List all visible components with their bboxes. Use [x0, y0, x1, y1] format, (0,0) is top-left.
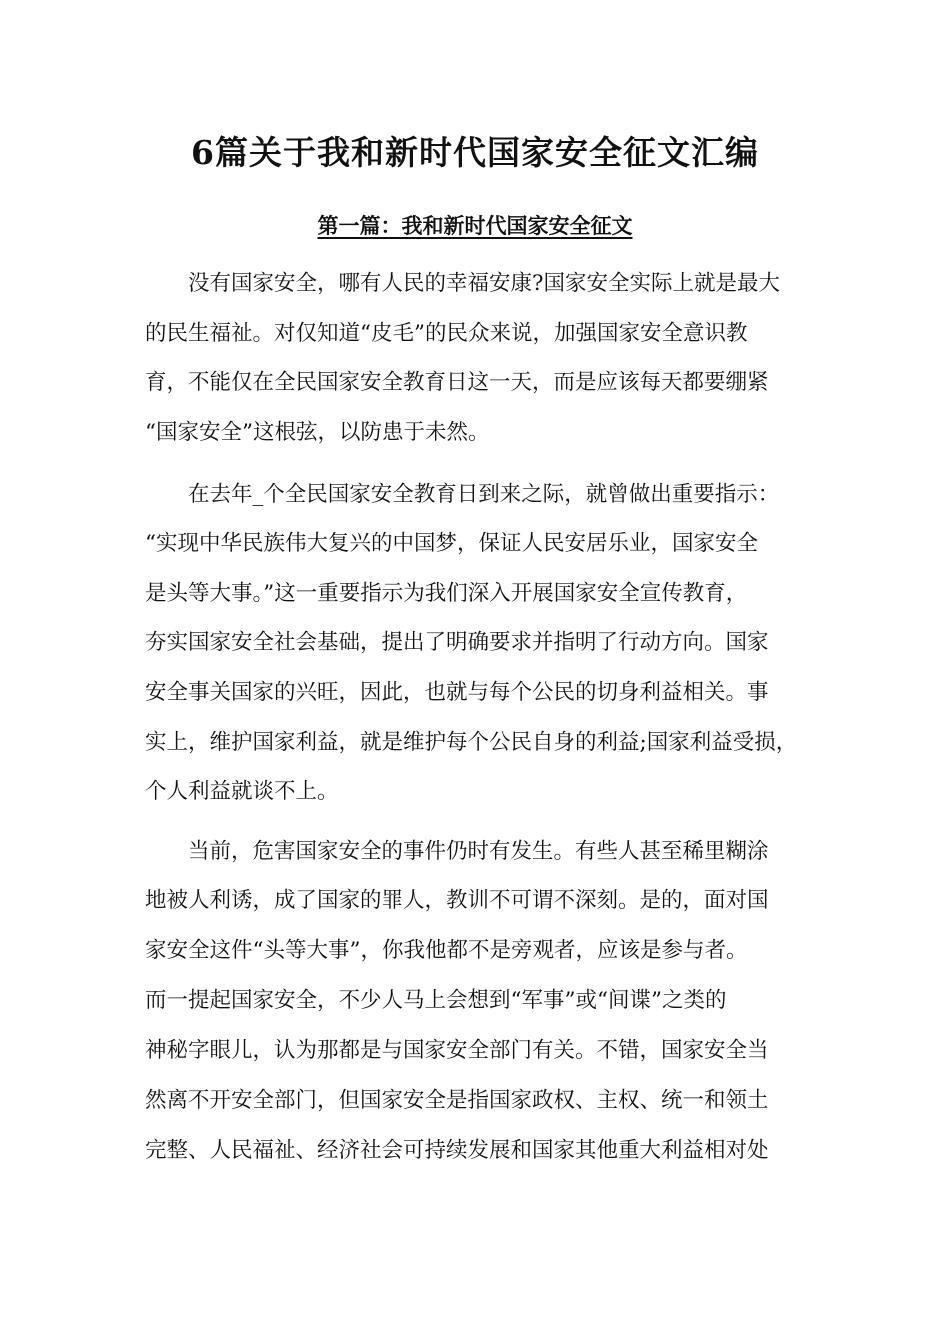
- document-title: 6篇关于我和新时代国家安全征文汇编: [191, 133, 759, 172]
- body-line: 的民生福祉。对仅知道“皮毛”的民众来说，加强国家安全意识教: [145, 321, 748, 346]
- body-line: 在去年_个全民国家安全教育日到来之际，就曾做出重要指示：: [145, 482, 780, 507]
- body-line: “国家安全”这根弦，以防患于未然。: [145, 420, 490, 445]
- body-line: 是头等大事。”这一重要指示为我们深入开展国家安全宣传教育，: [145, 581, 748, 606]
- body-line: 实上，维护国家利益，就是维护每个公民自身的利益;国家利益受损，: [145, 730, 798, 755]
- body-line: 夯实国家安全社会基础，提出了明确要求并指明了行动方向。国家: [145, 630, 769, 655]
- body-line: 当前，危害国家安全的事件仍时有发生。有些人甚至稀里糊涂: [145, 839, 769, 864]
- body-line: 家安全这件“头等大事”，你我他都不是旁观者，应该是参与者。: [145, 938, 748, 963]
- body-line: 没有国家安全，哪有人民的幸福安康?国家安全实际上就是最大: [145, 271, 781, 296]
- section-heading-text: 第一篇：我和新时代国家安全征文: [317, 213, 633, 238]
- body-line: 个人利益就谈不上。: [145, 779, 339, 804]
- body-line: 然离不开安全部门，但国家安全是指国家政权、主权、统一和领土: [145, 1088, 769, 1113]
- body-line: 地被人利诱，成了国家的罪人，教训不可谓不深刻。是的，面对国: [145, 888, 769, 913]
- body-line: 而一提起国家安全，不少人马上会想到“军事”或“间谍”之类的: [145, 988, 727, 1013]
- body-line: 完整、人民福祉、经济社会可持续发展和国家其他重大利益相对处: [145, 1138, 769, 1163]
- body-line: 安全事关国家的兴旺，因此，也就与每个公民的切身利益相关。事: [145, 680, 769, 705]
- section-heading: [0, 209, 950, 243]
- body-line: 神秘字眼儿，认为那都是与国家安全部门有关。不错，国家安全当: [145, 1038, 769, 1063]
- body-line: 育，不能仅在全民国家安全教育日这一天，而是应该每天都要绷紧: [145, 370, 769, 395]
- body-line: “实现中华民族伟大复兴的中国梦，保证人民安居乐业，国家安全: [145, 531, 758, 556]
